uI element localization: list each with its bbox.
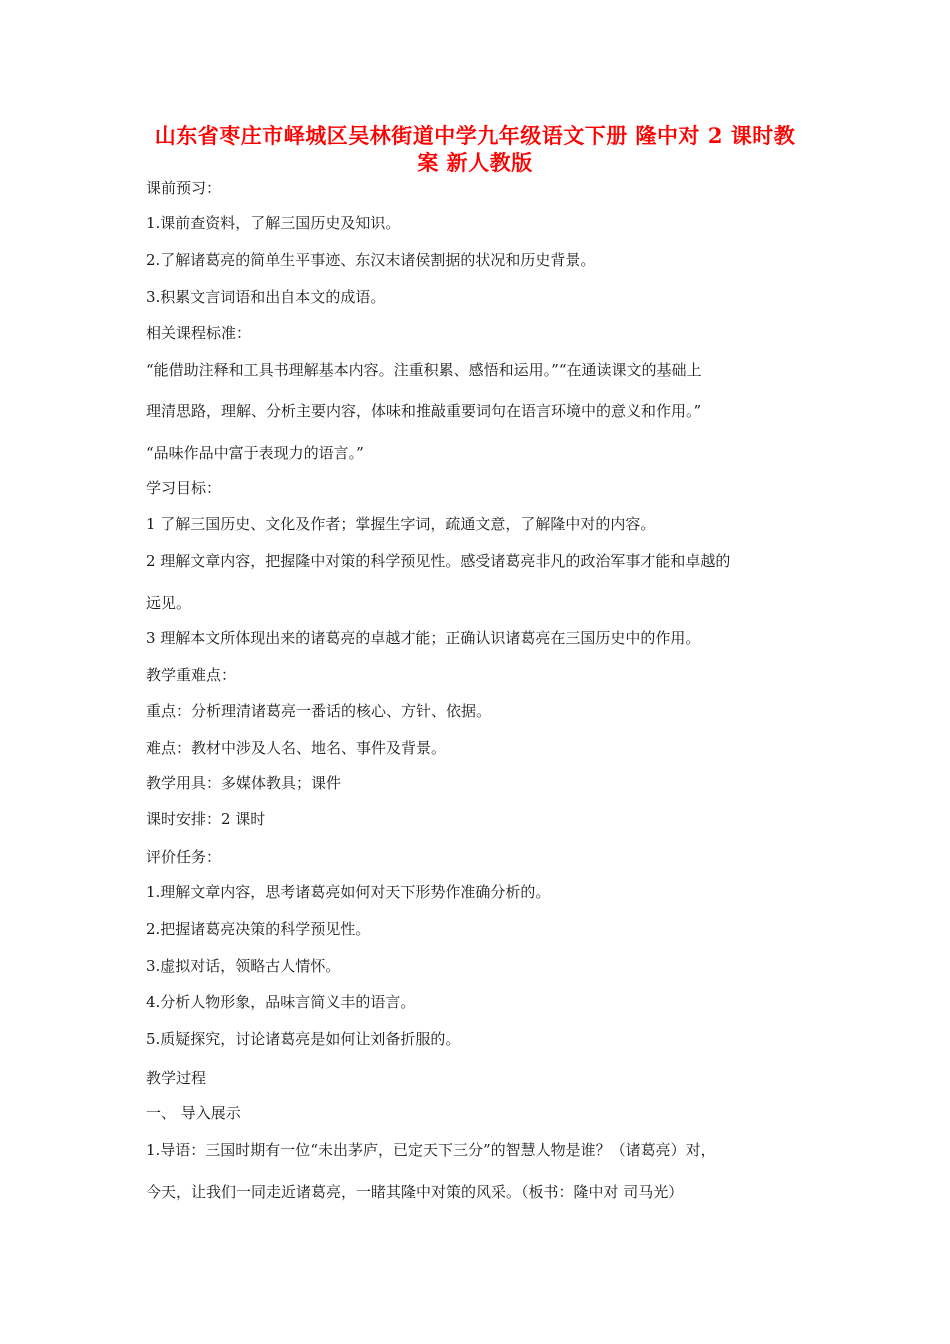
paragraph-line: 难点：教材中涉及人名、地名、事件及背景。 [146, 739, 447, 757]
paragraph-line: 相关课程标准： [146, 324, 252, 342]
paragraph-line: 一、 导入展示 [146, 1104, 241, 1122]
paragraph-line: 5.质疑探究，讨论诸葛亮是如何让刘备折服的。 [146, 1030, 461, 1048]
paragraph-line: 1.导语：三国时期有一位“未出茅庐，已定天下三分”的智慧人物是谁？（诸葛亮）对， [146, 1141, 716, 1159]
document-title [140, 122, 810, 176]
paragraph-line: 远见。 [146, 594, 192, 612]
paragraph-line: 今天，让我们一同走近诸葛亮，一睹其隆中对策的风采。（板书：隆中对 司马光） [146, 1183, 684, 1201]
paragraph-line: 3 理解本文所体现出来的诸葛亮的卓越才能；正确认识诸葛亮在三国历史中的作用。 [146, 629, 701, 647]
title-line-2: 案 新人教版 [417, 150, 533, 175]
paragraph-line: 重点：分析理清诸葛亮一番话的核心、方针、依据。 [146, 702, 492, 720]
paragraph-line: 4.分析人物形象，品味言简义丰的语言。 [146, 993, 416, 1011]
paragraph-line: “能借助注释和工具书理解基本内容。注重积累、感悟和运用。”“在通读课文的基础上 [146, 361, 702, 379]
paragraph-line: 1.理解文章内容，思考诸葛亮如何对天下形势作准确分析的。 [146, 883, 551, 901]
paragraph-line: 理清思路，理解、分析主要内容，体味和推敲重要词句在语言环境中的意义和作用。” [146, 402, 702, 420]
paragraph-line: 3.虚拟对话，领略古人情怀。 [146, 957, 341, 975]
title-line-1: 山东省枣庄市峄城区吴林街道中学九年级语文下册 隆中对 2 课时教 [154, 123, 796, 148]
paragraph-line: 3.积累文言词语和出自本文的成语。 [146, 288, 386, 306]
paragraph-line: 教学重难点： [146, 666, 237, 684]
paragraph-line: 课前预习： [146, 179, 222, 197]
paragraph-line: 2 理解文章内容，把握隆中对策的科学预见性。感受诸葛亮非凡的政治军事才能和卓越的 [146, 552, 731, 570]
paragraph-line: 1 了解三国历史、文化及作者；掌握生字词，疏通文意，了解隆中对的内容。 [146, 515, 656, 533]
paragraph-line: 1.课前查资料，了解三国历史及知识。 [146, 214, 401, 232]
paragraph-line: 2.了解诸葛亮的简单生平事迹、东汉末诸侯割据的状况和历史背景。 [146, 251, 596, 269]
paragraph-line: “品味作品中富于表现力的语言。” [146, 444, 364, 462]
paragraph-line: 评价任务： [146, 848, 222, 866]
paragraph-line: 学习目标： [146, 479, 222, 497]
paragraph-line: 教学过程 [146, 1069, 207, 1087]
paragraph-line: 课时安排：2 课时 [146, 810, 266, 828]
paragraph-line: 2.把握诸葛亮决策的科学预见性。 [146, 920, 371, 938]
paragraph-line: 教学用具：多媒体教具；课件 [146, 774, 342, 792]
